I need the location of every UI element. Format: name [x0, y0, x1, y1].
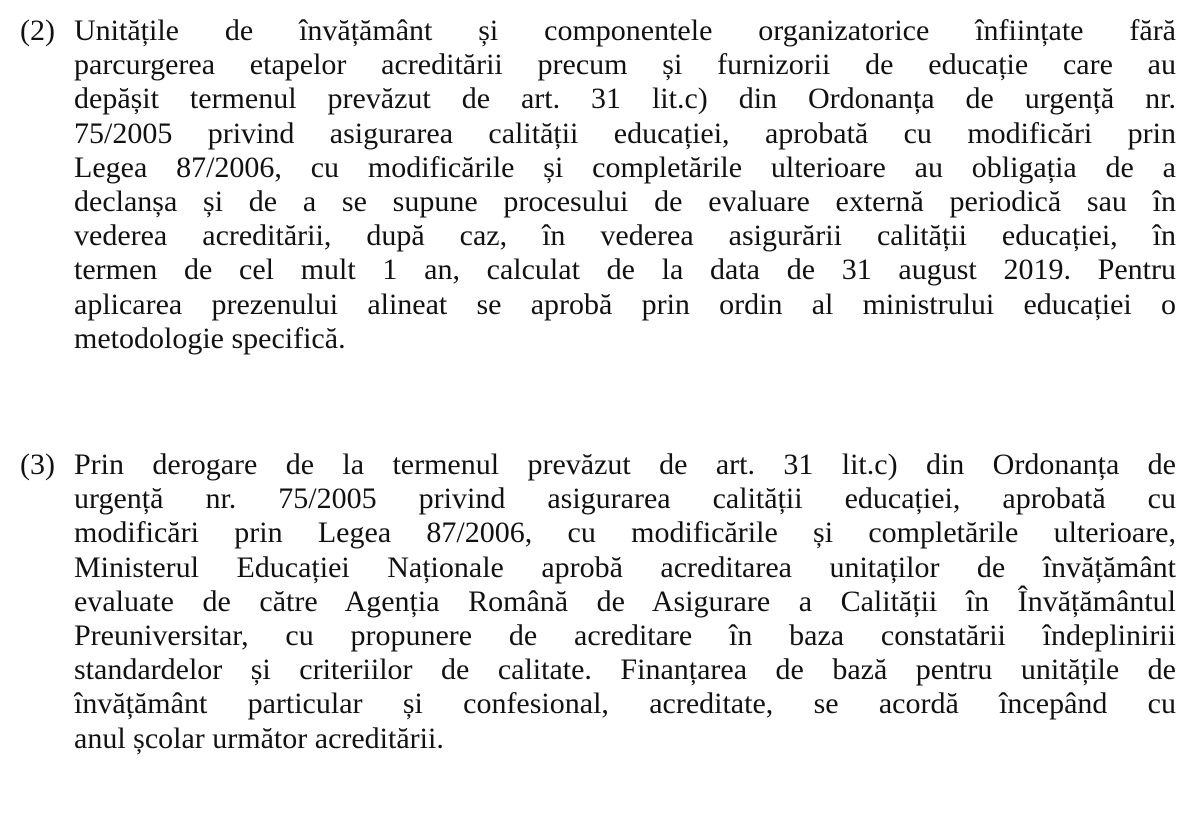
text-line: Unitățile de învățământ și componentele organizatorice înființate fără [74, 14, 1176, 47]
text-line: parcurgerea etapelor acreditării precum și furnizorii de educație care au [74, 48, 1176, 82]
text-line: standardelor și criteriilor de calitate. Finanțarea de bază pentru unitățile de [74, 653, 1176, 687]
text-line: evaluate de către Agenția Română de Asigurare a Calității în Învățământul [74, 584, 1176, 618]
text-line: Ministerul Educației Naționale aprobă acreditarea unitaților de învățământ [74, 550, 1176, 584]
text-line: termen de cel mult 1 an, calculat de la data de 31 august 2019. Pentru [74, 253, 1176, 287]
text-line: depășit termenul prevăzut de art. 31 lit.c) din Ordonanța de urgență nr. [74, 82, 1176, 116]
paragraph-number: (3) [20, 448, 55, 481]
paragraph-body [74, 14, 1176, 356]
text-line: urgență nr. 75/2005 privind asigurarea calității educației, aprobată cu [74, 482, 1176, 516]
paragraph-body [74, 448, 1176, 756]
text-line: Preuniversitar, cu propunere de acreditare în baza constatării îndeplinirii [74, 618, 1176, 652]
text-line: Legea 87/2006, cu modificările și completările ulterioare au obligația de a [74, 150, 1176, 184]
paragraph-number: (2) [20, 14, 55, 47]
text-line: declanșa și de a se supune procesului de evaluare externă periodică sau în [74, 184, 1176, 218]
text-line: Prin derogare de la termenul prevăzut de art. 31 lit.c) din Ordonanța de [74, 448, 1176, 481]
text-line: învățământ particular și confesional, acreditate, se acordă începând cu [74, 687, 1176, 721]
text-line: vederea acreditării, după caz, în vederea asigurării calității educației, în [74, 219, 1176, 253]
text-line: modificări prin Legea 87/2006, cu modificările și completările ulterioare, [74, 516, 1176, 550]
text-line: metodologie specifică. [74, 321, 346, 355]
text-line: anul școlar următor acreditării. [74, 721, 444, 755]
text-line: aplicarea prezenului alineat se aprobă prin ordin al ministrului educației o [74, 287, 1176, 321]
text-line: 75/2005 privind asigurarea calității educației, aprobată cu modificări prin [74, 116, 1176, 150]
